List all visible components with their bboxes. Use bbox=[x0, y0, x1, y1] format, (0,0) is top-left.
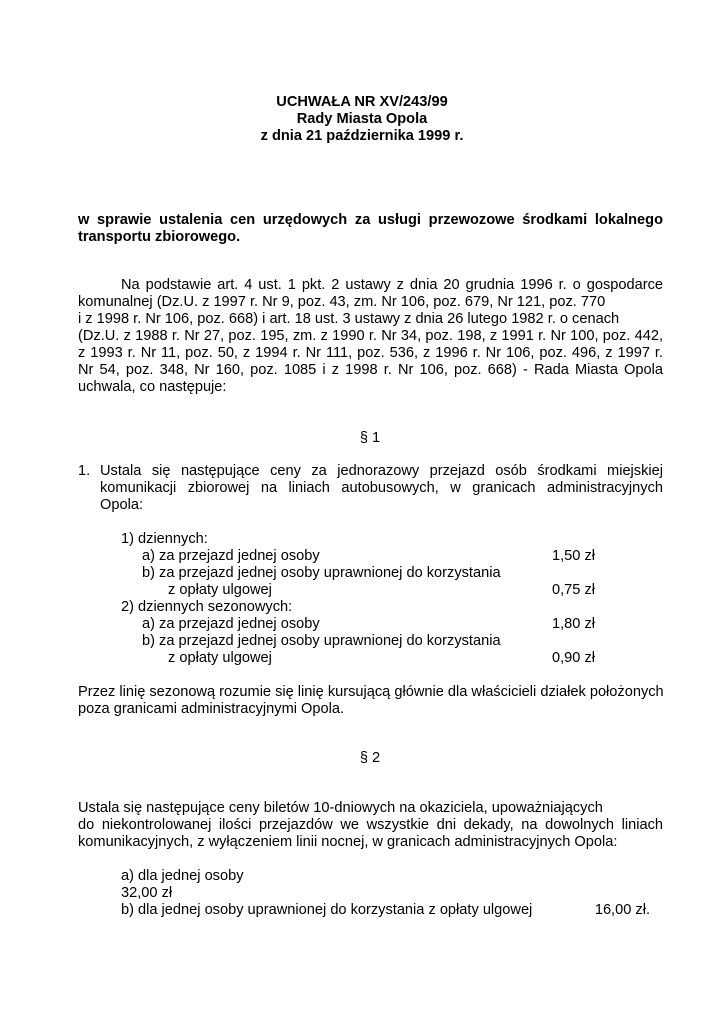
group-2-item-a-price: 1,80 zł bbox=[552, 616, 595, 632]
preamble-line-5: z 1993 r. Nr 11, poz. 50, z 1994 r. Nr 111, poz. 536, z 1996 r. Nr 106, poz. 496, z 1997 r. bbox=[78, 345, 663, 361]
preamble-line-3: i z 1998 r. Nr 106, poz. 668) i art. 18 ust. 3 ustawy z dnia 26 lutego 1982 r. o cenach bbox=[78, 311, 620, 327]
group-2-label: 2) dziennych sezonowych: bbox=[121, 599, 293, 615]
section-2-line-2: do niekontrolowanej ilości przejazdów we wszystkie dni dekady, na dowolnych liniach bbox=[78, 817, 663, 833]
group-2-item-a: a) za przejazd jednej osoby bbox=[142, 616, 320, 632]
ticket-b-label: b) dla jednej osoby uprawnionej do korzystania z opłaty ulgowej bbox=[121, 902, 533, 918]
preamble-line-6: Nr 54, poz. 348, Nr 160, poz. 1085 i z 1998 r. Nr 106, poz. 668) - Rada Miasta Opola bbox=[78, 362, 663, 378]
group-1-item-b: b) za przejazd jednej osoby uprawnionej do korzystania bbox=[142, 565, 501, 581]
group-1-item-b-cont: z opłaty ulgowej bbox=[168, 582, 272, 598]
group-1-item-b-price: 0,75 zł bbox=[552, 582, 595, 598]
resolution-date: z dnia 21 października 1999 r. bbox=[260, 128, 464, 144]
group-1-item-a-price: 1,50 zł bbox=[552, 548, 595, 564]
preamble-line-1: Na podstawie art. 4 ust. 1 pkt. 2 ustawy z dnia 20 grudnia 1996 r. o gospodarce bbox=[121, 277, 663, 293]
group-2-item-b-price: 0,90 zł bbox=[552, 650, 595, 666]
subject-line-1: w sprawie ustalenia cen urzędowych za usługi przewozowe środkami lokalnego bbox=[78, 212, 663, 228]
item-1-number: 1. bbox=[78, 463, 91, 479]
item-1-line-1: Ustala się następujące ceny za jednorazowy przejazd osób środkami miejskiej bbox=[100, 463, 663, 479]
section-2-heading: § 2 bbox=[359, 750, 381, 766]
ticket-a-price: 32,00 zł bbox=[121, 885, 173, 901]
group-1-label: 1) dziennych: bbox=[121, 531, 208, 547]
group-2-item-b-cont: z opłaty ulgowej bbox=[168, 650, 272, 666]
council-name: Rady Miasta Opola bbox=[296, 111, 428, 127]
item-1-line-3: Opola: bbox=[100, 497, 143, 513]
item-1-line-2: komunikacji zbiorowej na liniach autobusowych, w granicach administracyjnych bbox=[100, 480, 663, 496]
group-1-item-a: a) za przejazd jednej osoby bbox=[142, 548, 320, 564]
section-2-line-3: komunikacyjnych, z wyłączeniem linii nocnej, w granicach administracyjnych Opola: bbox=[78, 834, 618, 850]
preamble-line-7: uchwala, co następuje: bbox=[78, 379, 227, 395]
ticket-a-label: a) dla jednej osoby bbox=[121, 868, 244, 884]
seasonal-note-line-2: poza granicami administracyjnymi Opola. bbox=[78, 701, 345, 717]
preamble-line-2: komunalnej (Dz.U. z 1997 r. Nr 9, poz. 43, zm. Nr 106, poz. 679, Nr 121, poz. 770 bbox=[78, 294, 606, 310]
resolution-number: UCHWAŁA NR XV/243/99 bbox=[276, 94, 448, 110]
section-1-heading: § 1 bbox=[359, 430, 381, 446]
section-2-line-1: Ustala się następujące ceny biletów 10-dniowych na okaziciela, upoważniających bbox=[78, 800, 603, 816]
group-2-item-b: b) za przejazd jednej osoby uprawnionej do korzystania bbox=[142, 633, 501, 649]
ticket-b-price: 16,00 zł. bbox=[594, 902, 650, 918]
seasonal-note-line-1: Przez linię sezonową rozumie się linię kursującą głównie dla właścicieli działek położonych bbox=[78, 684, 664, 700]
preamble-line-4: (Dz.U. z 1988 r. Nr 27, poz. 195, zm. z 1990 r. Nr 34, poz. 198, z 1991 r. Nr 100, poz. 442, bbox=[78, 328, 663, 344]
subject-line-2: transportu zbiorowego. bbox=[78, 229, 241, 245]
